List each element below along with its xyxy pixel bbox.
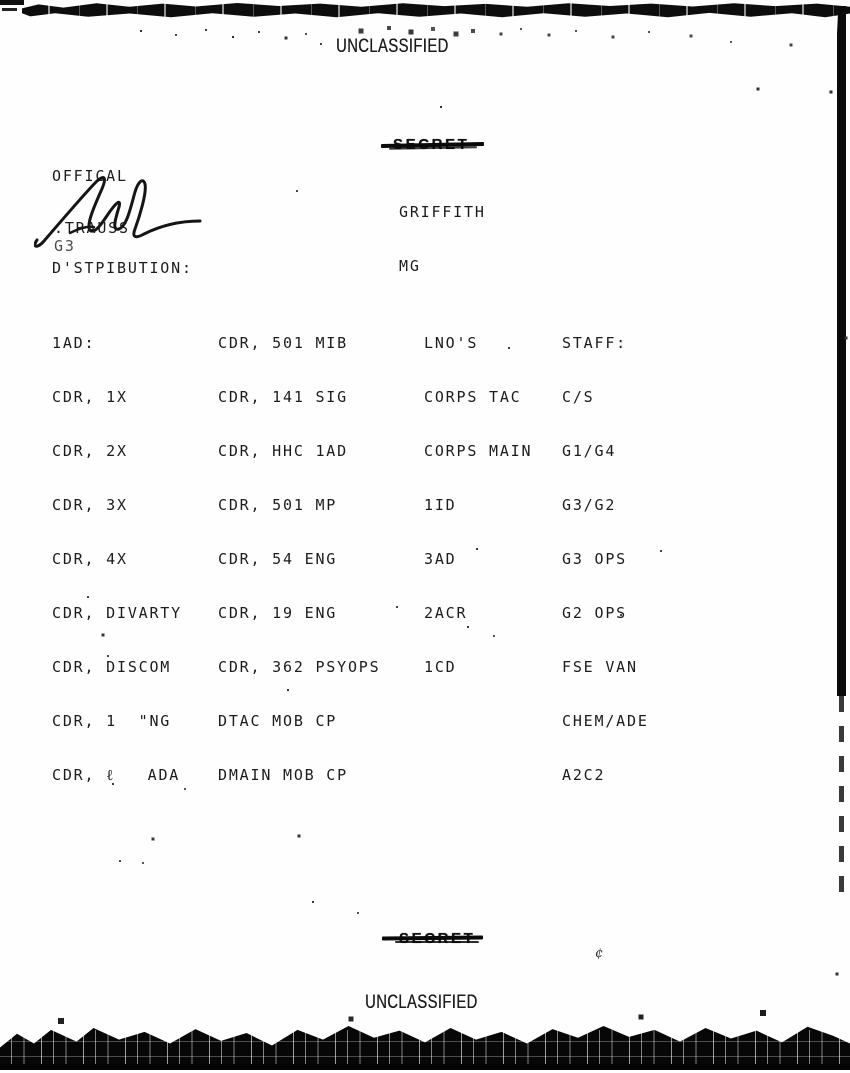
distribution-line: CDR, 501 MP: [218, 496, 338, 514]
distribution-line: DTAC MOB CP: [218, 712, 338, 730]
scan-speckles: [0, 0, 2, 2]
distribution-column-4: [562, 298, 649, 820]
distribution-line: 1CD: [424, 658, 457, 676]
distribution-line: 1AD:: [52, 334, 96, 352]
strikethrough-line: [395, 941, 479, 943]
distribution-line: 1ID: [424, 496, 457, 514]
classification-footer: UNCLASSIFIED: [365, 992, 478, 1013]
scan-noise-band-top-texture: [22, 3, 850, 17]
distribution-line: 2ACR: [424, 604, 468, 622]
distribution-line: CDR, 501 MIB: [218, 334, 348, 352]
distribution-line: A2C2: [562, 766, 606, 784]
distribution-line: CDR, 1 "NG: [52, 712, 172, 730]
stray-ink-mark: ¢: [595, 946, 604, 961]
distribution-line: STAFF:: [562, 334, 627, 352]
distribution-line: G3/G2: [562, 496, 617, 514]
distribution-line: C/S: [562, 388, 595, 406]
distribution-line: CDR, 4X: [52, 550, 128, 568]
distribution-line: CDR, DIVARTY: [52, 604, 182, 622]
distribution-line: CORPS TAC: [424, 388, 522, 406]
official-label: OFFICAL: [52, 167, 128, 185]
distribution-line: CDR, 141 SIG: [218, 388, 348, 406]
scan-corner-mark: [0, 0, 24, 5]
scan-edge-bar-right: [837, 6, 846, 696]
scan-corner-mark: [2, 8, 17, 11]
distribution-line: G3 OPS: [562, 550, 627, 568]
distribution-line: CDR, 19 ENG: [218, 604, 338, 622]
distribution-column-3: [424, 298, 532, 712]
distribution-line: 3AD: [424, 550, 457, 568]
distribution-line: DMAIN MOB CP: [218, 766, 348, 784]
distribution-line: CDR, HHC 1AD: [218, 442, 348, 460]
distribution-line: CDR, 3X: [52, 496, 128, 514]
distribution-line: G2 OPS: [562, 604, 627, 622]
signer-name: .TRAUSS: [54, 219, 130, 237]
scan-edge-bar-right-fade: [839, 696, 844, 906]
distribution-column-2: [218, 298, 380, 820]
distribution-line: CDR, ℓ ADA: [52, 766, 181, 784]
approver-block: [399, 167, 486, 311]
distribution-line: CDR, 1X: [52, 388, 128, 406]
distribution-line: LNO'S: [424, 334, 479, 352]
distribution-column-1: [52, 298, 182, 820]
approver-rank: MG: [399, 257, 421, 275]
distribution-heading: D'STPIBUTION:: [52, 259, 193, 277]
distribution-line: CDR, DISCOM: [52, 658, 172, 676]
scan-noise-band-bottom-bar: [0, 1064, 850, 1070]
distribution-line: CORPS MAIN: [424, 442, 533, 460]
distribution-line: CHEM/ADE: [562, 712, 649, 730]
distribution-line: CDR, 2X: [52, 442, 128, 460]
classification-header: UNCLASSIFIED: [336, 36, 449, 57]
signer-title: G3: [54, 237, 76, 255]
distribution-line: CDR, 362 PSYOPS: [218, 658, 381, 676]
distribution-line: CDR, 54 ENG: [218, 550, 338, 568]
approver-name: GRIFFITH: [399, 203, 486, 221]
distribution-line: G1/G4: [562, 442, 617, 460]
scan-noise-band-bottom-texture: [0, 1030, 850, 1065]
distribution-line: FSE VAN: [562, 658, 638, 676]
